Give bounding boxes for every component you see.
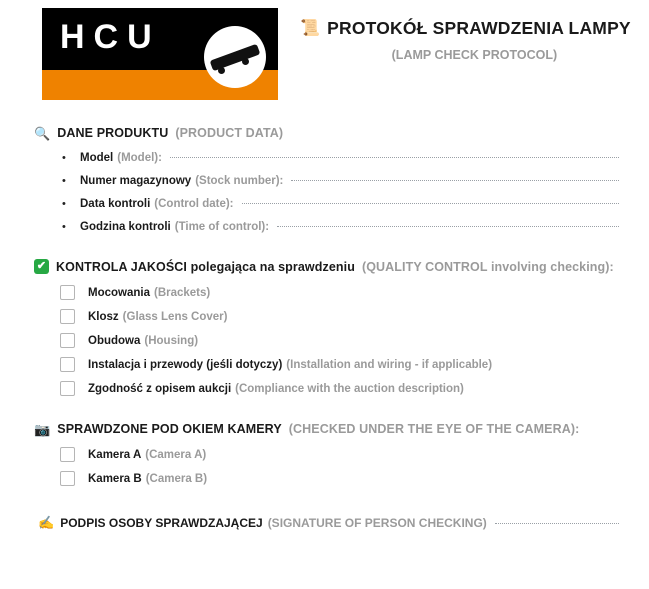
checkbox-label-en: (Housing): [144, 334, 199, 347]
field-label-en: (Control date):: [154, 198, 234, 210]
checkbox-instalacja[interactable]: [60, 357, 75, 372]
page-subtitle: (LAMP CHECK PROTOCOL): [391, 48, 558, 62]
section-product-data: [34, 126, 619, 233]
title-block: [278, 8, 631, 62]
checkbox-label-en: (Camera A): [145, 448, 207, 461]
camera-checklist: [34, 447, 619, 486]
checkbox-mocowania[interactable]: [60, 285, 75, 300]
checkbox-obudowa[interactable]: [60, 333, 75, 348]
field-label: Godzina kontroli: [80, 221, 171, 233]
checkbox-label: Kamera A: [88, 448, 142, 461]
green-check-icon: ✔: [34, 259, 49, 274]
field-label: Model: [80, 152, 114, 164]
camera-icon: 📷: [34, 421, 51, 437]
hcu-logo: [42, 8, 278, 100]
magnifier-icon: 🔍: [34, 125, 51, 141]
signature-row: [34, 516, 619, 530]
bullet-icon: •: [62, 175, 66, 187]
bullet-icon: •: [62, 198, 66, 210]
control-date-input-line[interactable]: [242, 202, 619, 204]
signature-label-en: (SIGNATURE OF PERSON CHECKING): [267, 516, 487, 530]
bullet-icon: •: [62, 221, 66, 233]
skateboard-deck: [210, 44, 261, 71]
document-body: [0, 126, 649, 530]
section-product-data-heading: [34, 126, 619, 140]
pen-icon: ✍: [38, 515, 55, 530]
signature-input-line[interactable]: [495, 522, 619, 524]
list-item: [62, 198, 619, 210]
signature-label: PODPIS OSOBY SPRAWDZAJĄCEJ: [60, 516, 263, 530]
checkbox-label: Kamera B: [88, 472, 142, 485]
checkbox-label: Instalacja i przewody (jeśli dotyczy): [88, 358, 283, 371]
checkbox-label-en: (Compliance with the auction description): [235, 382, 464, 395]
section-camera-check-heading: [34, 422, 619, 436]
list-item: [60, 309, 619, 324]
bullet-icon: •: [62, 152, 66, 164]
page-title-text: PROTOKÓŁ SPRAWDZENIA LAMPY: [327, 18, 631, 38]
checkbox-label: Klosz: [88, 310, 119, 323]
list-item: [62, 152, 619, 164]
section-quality-control-title: KONTROLA JAKOŚCI polegająca na sprawdzeniu: [56, 259, 355, 274]
page-title: [300, 18, 631, 39]
skateboard-wheel-rear: [242, 58, 249, 65]
field-label: Numer magazynowy: [80, 175, 192, 187]
section-product-data-title: DANE PRODUKTU: [57, 126, 169, 140]
section-camera-check-title: SPRAWDZONE POD OKIEM KAMERY: [57, 422, 282, 436]
product-data-field-list: [34, 152, 619, 233]
stock-number-input-line[interactable]: [291, 179, 619, 181]
checkbox-label-en: (Installation and wiring - if applicable): [286, 358, 493, 371]
checkbox-kamera-b[interactable]: [60, 471, 75, 486]
scroll-icon: 📜: [300, 19, 321, 37]
control-time-input-line[interactable]: [277, 225, 619, 227]
skateboard-wheel-front: [218, 67, 225, 74]
section-product-data-title-en: (PRODUCT DATA): [175, 126, 284, 140]
field-label-en: (Time of control):: [174, 221, 270, 233]
list-item: [60, 333, 619, 348]
list-item: [60, 381, 619, 396]
list-item: [62, 175, 619, 187]
checkbox-label-en: (Glass Lens Cover): [122, 310, 228, 323]
list-item: [60, 285, 619, 300]
checkbox-label: Obudowa: [88, 334, 141, 347]
list-item: [60, 471, 619, 486]
model-input-line[interactable]: [170, 156, 619, 158]
quality-control-checklist: [34, 285, 619, 396]
section-quality-control-title-en: (QUALITY CONTROL involving checking):: [361, 259, 614, 274]
field-label: Data kontroli: [80, 198, 151, 210]
section-camera-check: [34, 422, 619, 486]
field-label-en: (Stock number):: [195, 175, 284, 187]
checkbox-label: Zgodność z opisem aukcji: [88, 382, 232, 395]
checkbox-zgodnosc[interactable]: [60, 381, 75, 396]
list-item: [60, 357, 619, 372]
list-item: [60, 447, 619, 462]
section-camera-check-title-en: (CHECKED UNDER THE EYE OF THE CAMERA):: [288, 422, 580, 436]
skateboard-icon: [204, 26, 266, 88]
section-quality-control-heading: [34, 259, 619, 274]
checkbox-label-en: (Camera B): [145, 472, 208, 485]
checkbox-klosz[interactable]: [60, 309, 75, 324]
checkbox-label-en: (Brackets): [153, 286, 211, 299]
section-quality-control: [34, 259, 619, 396]
checkbox-kamera-a[interactable]: [60, 447, 75, 462]
checkbox-label: Mocowania: [88, 286, 150, 299]
document-header: [0, 0, 649, 100]
list-item: [62, 221, 619, 233]
logo-text: HCU: [60, 18, 161, 56]
field-label-en: (Model):: [117, 152, 162, 164]
